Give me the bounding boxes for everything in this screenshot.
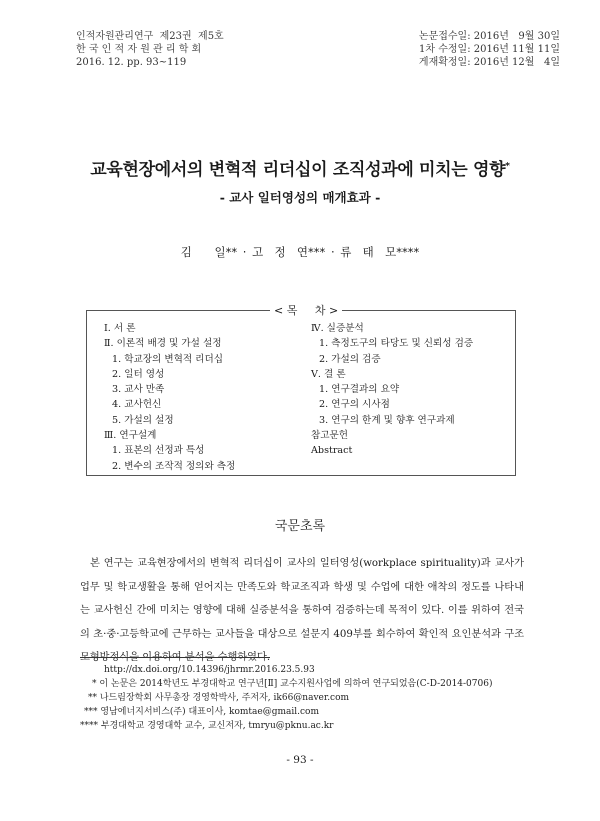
- toc-entry: Ⅰ. 서 론: [104, 323, 136, 334]
- publication-date: 2016. 12. pp. 93~119: [76, 57, 187, 68]
- footnote-funding: * 이 논문은 2014학년도 부경대학교 연구년[Ⅱ] 교수지원사업에 의하여 연구되었음(C-D-2014-0706): [92, 679, 493, 689]
- toc-entry: 2. 가설의 검증: [319, 353, 381, 365]
- toc-entry: 참고문헌: [311, 430, 349, 442]
- footnote-author-1: ** 나드림장학회 사무총장 경영학박사, 주저자, ik66@naver.com: [88, 693, 350, 703]
- footnote-author-3: **** 부경대학교 경영대학 교수, 교신저자, tmryu@pknu.ac.kr: [80, 721, 334, 731]
- toc-entry: 3. 교사 만족: [112, 384, 165, 396]
- toc-entry: Ⅱ. 이론적 배경 및 가설 설정: [104, 338, 222, 350]
- toc-entry: 1. 표본의 선정과 특성: [112, 445, 205, 457]
- toc-entry: 1. 학교장의 변혁적 리더십: [112, 353, 223, 365]
- accepted-date: 게재확정일: 2016년 12월 4일: [418, 57, 560, 68]
- journal-name: 인적자원관리연구 제23권 제5호: [76, 31, 224, 42]
- author-list: 김 일** · 고 정 연*** · 류 태 모****: [180, 245, 420, 259]
- page-number: - 93 -: [286, 754, 314, 766]
- toc-right-column: [311, 321, 511, 459]
- toc-entry: Ⅲ. 연구설계: [104, 430, 157, 442]
- society-name: 한 국 인 적 자 원 관 리 학 회: [76, 44, 202, 55]
- toc-entry: 2. 연구의 시사점: [319, 399, 390, 411]
- abstract-body: [80, 552, 524, 670]
- abstract-heading: 국문초록: [274, 519, 326, 534]
- paper-title: [60, 155, 540, 180]
- received-date: 논문접수일: 2016년 9월 30일: [418, 31, 560, 42]
- footnote-author-2: *** 영남에너지서비스(주) 대표이사, komtae@gmail.com: [84, 707, 319, 717]
- toc-entry: 2. 변수의 조작적 정의와 측정: [112, 460, 236, 472]
- paper-title-text: 교육현장에서의 변혁적 리더십이 조직성과에 미치는 영향: [90, 160, 506, 180]
- review-dates: [380, 30, 560, 69]
- doi-link[interactable]: http://dx.doi.org/10.14396/jhrmr.2016.23.5.93: [104, 665, 315, 675]
- toc-entry: Ⅴ. 결 론: [311, 368, 346, 380]
- toc-label: < 목 차 >: [270, 302, 342, 318]
- journal-info: [76, 30, 306, 69]
- abstract-text: 본 연구는 교육현장에서의 변혁적 리더십이 교사의 일터영성(workplace spirituality)과 교사가 업무 및 학교생활을 통해 얻어지는 만족도와 학교조직과 학생 및 수업에 대한 애착의 정도를 나타내는 교사헌신 간에 미치는 영향에 대해 실증분석을 통하여 검증하는데 목적이 있다. 이를 위하여 전국의 초·중·고등학교에 근무하는 교사들을 대상으로 설문지 409부를 회수하여 확인적 요인분석과 구조모형방정식을 이용하여 분석을 수행하였다.: [80, 558, 524, 663]
- toc-entry: Ⅳ. 실증분석: [311, 323, 364, 334]
- toc-entry: 5. 가설의 설정: [112, 414, 174, 426]
- toc-entry: 1. 연구결과의 요약: [319, 384, 400, 396]
- toc-left-column: [104, 321, 304, 474]
- title-footnote-mark: *: [505, 161, 510, 172]
- footnote-divider: [80, 657, 270, 658]
- toc-entry: 3. 연구의 한계 및 향후 연구과제: [319, 414, 455, 426]
- paper-subtitle: - 교사 일터영성의 매개효과 -: [219, 190, 381, 205]
- toc-entry: 1. 측정도구의 타당도 및 신뢰성 검증: [319, 338, 474, 350]
- toc-entry: 4. 교사헌신: [112, 399, 162, 411]
- toc-entry: Abstract: [311, 445, 353, 457]
- toc-entry: 2. 일터 영성: [112, 368, 165, 380]
- revised-date: 1차 수정일: 2016년 11월 11일: [419, 44, 560, 55]
